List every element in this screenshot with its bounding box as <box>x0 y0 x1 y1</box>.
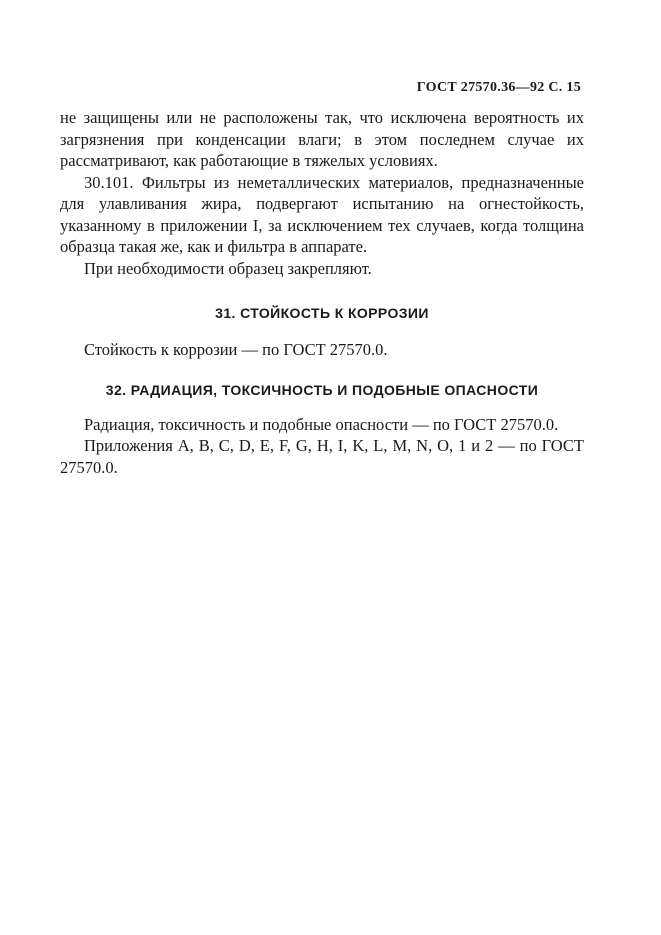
paragraph-continuation: не защищены или не расположены так, что исключена вероятность их загрязнения при конденсации влаги; в этом последнем случае их рассматривают, как работающие в тяжелых условиях. <box>60 108 584 170</box>
section-32-heading: 32. РАДИАЦИЯ, ТОКСИЧНОСТЬ И ПОДОБНЫЕ ОПАСНОСТИ <box>105 382 539 398</box>
appendices-text: Приложения A, B, C, D, E, F, G, H, I, K, L, M, N, O, 1 и 2 — по ГОСТ 27570.0. <box>60 436 584 477</box>
paragraph-mounting: При необходимости образец закрепляют. <box>84 258 372 278</box>
section-31-heading: 31. СТОЙКОСТЬ К КОРРОЗИИ <box>215 305 429 321</box>
paragraph-30-101: 30.101. Фильтры из неметаллических материалов, предназначенные для улавливания жира, подвергают испытанию на огнестойкость, указанному в приложении I, за исключением тех случаев, когда толщина образца такая же, как и фильтра в аппарате. <box>60 172 584 256</box>
page-header-reference: ГОСТ 27570.36—92 С. 15 <box>416 80 581 95</box>
document-body <box>60 107 584 478</box>
section-31-text: Стойкость к коррозии — по ГОСТ 27570.0. <box>84 339 388 359</box>
section-32-text: Радиация, токсичность и подобные опасности — по ГОСТ 27570.0. <box>84 414 559 434</box>
